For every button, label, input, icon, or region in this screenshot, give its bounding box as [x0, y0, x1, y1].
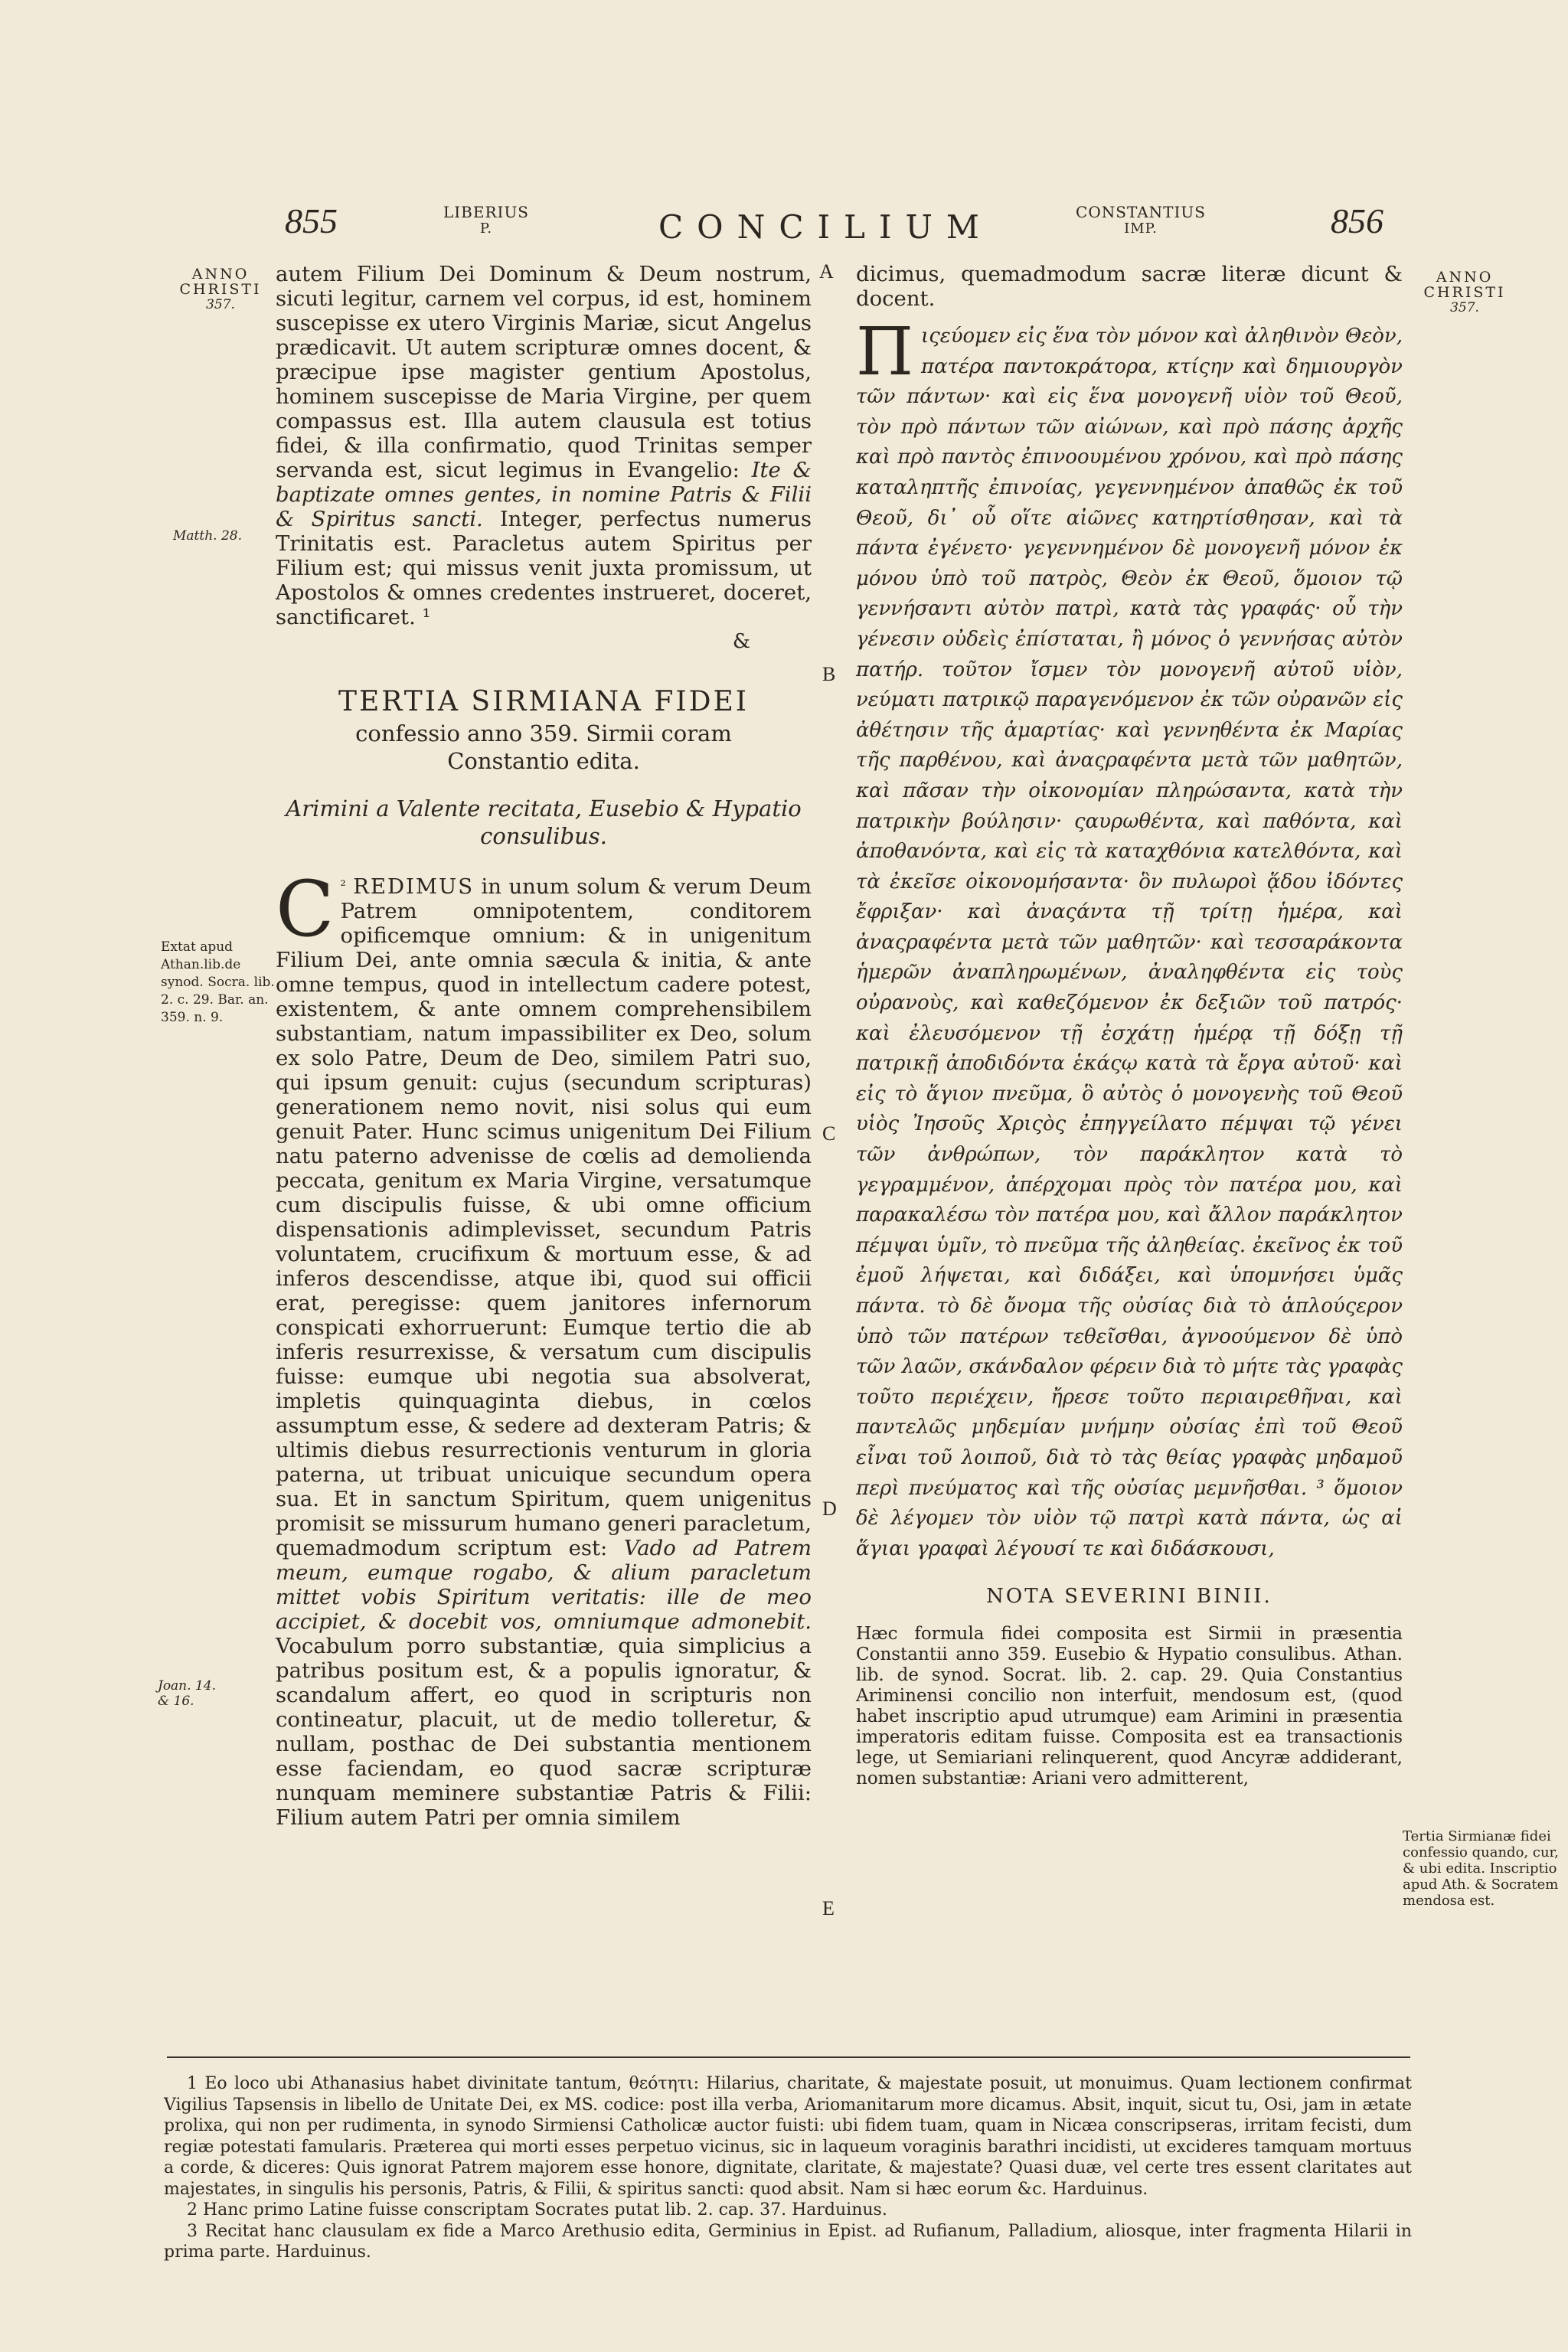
section-letter-c: C — [822, 1122, 836, 1145]
left-para-1-text: autem Filium Dei Dominum & Deum nostrum, sicuti legitur, carnem vel corpus, id est, hominem suscepisse ex utero Virginis Mariæ, sicut Angelus prædicavit. Ut autem scripturæ omnes docent, & præcipue ipse magister gentium Apostolus, hominem suscepisse de Maria Virgine, per quem compassus est. Illa autem clausula est totius fidei, & illa confirmatio, quod Trinitas semper servanda est, sicut legimus in Evangelio: — [276, 262, 812, 482]
left-para-1-end: Integer, perfectus numerus Trinitatis est. Paracletus autem Spiritus per Filium est; qui missus venit juxta promissum, ut Apostolos & omnes credentes instrueret, doceret, sanctificaret. ¹ — [276, 507, 812, 629]
running-name-right-sub: IMP. — [1124, 220, 1158, 237]
anno-left-label: ANNO CHRISTI — [179, 266, 262, 298]
running-name-right-text: CONSTANTIUS — [1076, 203, 1206, 221]
footnote-2: 2 Hanc primo Latine fuisse conscriptam Socrates putat lib. 2. cap. 37. Harduinus. — [187, 2200, 887, 2220]
left-para-2-end: Vocabulum porro substantiæ, quia simplicius a patribus positum est, & a populis ignoratur, & scandalum affert, eo quod in scripturis non contineatur, placuit, ut de medio tolleretur, & nullam, posthac de Dei substantia mentionem esse faciendam, eo quod sacræ scripturæ nunquam meminere substantiæ Patris & Filii: Filium autem Patri per omnia similem — [276, 1634, 812, 1830]
greek-text-body: ιςεύομεν εἰς ἕνα τὸν μόνον καὶ ἀληθινὸν Θεὸν, πατέρα παντοκράτορα, κτίςην καὶ δημιουργὸν τῶν πάντων· καὶ εἰς ἕνα μονογενῆ υἱὸν τοῦ Θεοῦ, τὸν πρὸ πάντων τῶν αἰώνων, καὶ πρὸ πάσης ἀρχῆς καὶ πρὸ παντὸς ἐπινοουμένου χρόνου, καὶ πρὸ πάσης καταληπτῆς ἐπινοίας, γεγεννημένον ἀπαθῶς ἐκ τοῦ Θεοῦ, δι᾽ οὗ οἵτε αἰῶνες κατηρτίσθησαν, καὶ τὰ πάντα ἐγένετο· γεγεννημένον δὲ μονογενῆ μόνον ἐκ μόνου ὑπὸ τοῦ πατρὸς, Θεὸν ἐκ Θεοῦ, ὅμοιον τῷ γεννήσαντι αὐτὸν πατρὶ, κατὰ τὰς γραφάς· οὗ τὴν γένεσιν οὐδεὶς ἐπίσταται, ἢ μόνος ὁ γεννήσας αὐτὸν πατήρ. τοῦτον ἴσμεν τὸν μονογενῆ αὐτοῦ υἱὸν, νεύματι πατρικῷ παραγενόμενον ἐκ τῶν οὐρανῶν εἰς ἀθέτησιν τῆς ἁμαρτίας· καὶ γεννηθέντα ἐκ Μαρίας τῆς παρθένου, καὶ ἀναςραφέντα μετὰ τῶν μαθητῶν, καὶ πᾶσαν τὴν οἰκονομίαν πληρώσαντα, κατὰ τὴν πατρικὴν βούλησιν· ςαυρωθέντα, καὶ παθόντα, καὶ ἀποθανόντα, καὶ εἰς τὰ καταχθόνια κατελθόντα, καὶ τὰ ἐκεῖσε οἰκονομήσαντα· ὃν πυλωροὶ ᾅδου ἰδόντες ἔφριξαν· καὶ ἀναςάντα τῇ τρίτῃ ἡμέρα, καὶ ἀναςραφέντα μετὰ τῶν μαθητῶν· καὶ τεσσαράκοντα ἡμερῶν ἀναπληρωμένων, ἀναληφθέντα εἰς τοὺς οὐρανοὺς, καὶ καθεζόμενον ἐκ δεξιῶν τοῦ πατρός· καὶ ἐλευσόμενον τῇ ἐσχάτῃ ἡμέρᾳ τῇ δόξῃ τῇ πατρικῇ ἀποδιδόντα ἑκάςῳ κατὰ τὰ ἔργα αὐτοῦ· καὶ εἰς τὸ ἅγιον πνεῦμα, ὃ αὐτὸς ὁ μονογενὴς τοῦ Θεοῦ υἱὸς Ἰησοῦς Χριςὸς ἐπηγγείλατο πέμψαι τῷ γένει τῶν ἀνθρώπων, τὸν παράκλητον κατὰ τὸ γεγραμμένον, ἀπέρχομαι πρὸς τὸν πατέρα μου, καὶ παρακαλέσω τὸν πατέρα μου, καὶ ἄλλον παράκλητον πέμψαι ὑμῖν, τὸ πνεῦμα τῆς ἀληθείας. ἐκεῖνος ἐκ τοῦ ἐμοῦ λήψεται, καὶ διδάξει, καὶ ὑπομνήσει ὑμᾶς πάντα. τὸ δὲ ὄνομα τῆς οὐσίας διὰ τὸ ἁπλούςερον ὑπὸ τῶν πατέρων τεθεῖσθαι, ἀγνοούμενον δὲ ὑπὸ τῶν λαῶν, σκάνδαλον φέρειν διὰ τὸ μήτε τὰς γραφὰς τοῦτο περιέχειν, ἤρεσε τοῦτο περιαιρεθῆναι, καὶ παντελῶς μηδεμίαν μνήμην οὐσίας ἐπὶ τοῦ Θεοῦ εἶναι τοῦ λοιποῦ, διὰ τὸ τὰς θείας γραφὰς μηδαμοῦ περὶ πνεύματος καὶ τῆς οὐσίας μεμνῆσθαι. ³ ὅμοιον δὲ λέγομεν τὸν υἱὸν τῷ πατρὶ κατὰ πάντα, ὡς αἱ ἅγιαι γραφαὶ λέγουσί τε καὶ διδάσκουσι, — [856, 325, 1403, 1560]
footnote-mark-2: ² — [340, 878, 346, 894]
margin-anno-left — [167, 266, 274, 312]
running-name-left — [429, 204, 544, 237]
running-name-right — [1049, 204, 1233, 237]
running-title: CONCILIUM — [658, 208, 993, 246]
heading-subtitle-1: confessio anno 359. Sirmii coram — [355, 720, 732, 746]
section-letter-b: B — [822, 663, 836, 685]
right-para-0: dicimus, quemadmodum sacræ literæ dicunt & docent. — [856, 262, 1403, 311]
anno-left-year: 357. — [206, 297, 235, 312]
margin-note-extat: Extat apud Athan.lib.de synod. Socra. lib. 2. c. 29. Bar. an. 359. n. 9. — [161, 939, 275, 1025]
anno-right-year: 357. — [1450, 300, 1479, 315]
drop-cap-pi: Π — [856, 314, 913, 390]
section-mark: & — [732, 630, 750, 653]
page-number-left: 855 — [285, 201, 338, 240]
heading-subtitle-2: Constantio edita. — [447, 748, 640, 774]
running-name-left-sub: P. — [479, 220, 493, 237]
left-para-2 — [276, 864, 812, 1830]
section-letter-d: D — [822, 1498, 837, 1520]
right-column — [856, 262, 1403, 1789]
running-name-left-text: LIBERIUS — [443, 203, 529, 221]
footnote-3: 3 Recitat hanc clausulam ex fide a Marco Arethusio edita, Germinius in Epist. ad Rufianum, Palladium, aliosque, inter fragmenta Hilarii in prima parte. Harduinus. — [164, 2221, 1412, 2262]
left-para-1-italic: Ite & baptizate omnes gentes, in nomine Patris & Filii & Spiritus sancti. — [276, 458, 812, 531]
greek-text — [856, 314, 1403, 1564]
page-number-right: 856 — [1331, 201, 1383, 240]
margin-anno-right — [1415, 270, 1514, 315]
left-column — [276, 262, 812, 1830]
section-letter-e: E — [822, 1897, 835, 1919]
nota-body: Hæc formula fidei composita est Sirmii in præsentia Constantii anno 359. Eusebio & Hypatio consulibus. Athan. lib. de synod. Socrat. lib. 2. cap. 29. Quia Constantius Ariminensi concilio non interfuit, mendosum est, (quod habet inscriptio apud utrumque) eam Arimini in præsentia imperatoris editam fuisse. Composita est ea transactionis lege, ut Semiariani relinquerent, quod Ancyræ addiderant, nomen substantiæ: Ariani vero admitterent, — [856, 1624, 1403, 1789]
footnotes — [164, 2073, 1412, 2263]
margin-note-tertia: Tertia Sirmianæ fidei confessio quando, cur, & ubi edita. Inscriptio apud Ath. & Socratem mendosa est. — [1403, 1828, 1559, 1909]
margin-note-matth: Matth. 28. — [173, 528, 242, 544]
footnote-divider — [167, 2056, 1410, 2058]
drop-cap-c: C — [276, 864, 335, 954]
margin-note-joan: Joan. 14. & 16. — [158, 1678, 216, 1709]
anno-right-label: ANNO CHRISTI — [1423, 269, 1506, 301]
left-para-2-italic: Vado ad Patrem meum, eumque rogabo, & alium paracletum mittet vobis Spiritum veritatis: ille de meo accipiet, & docebit vos, omniumque admonebit. — [276, 1536, 812, 1634]
section-letter-a: A — [819, 260, 834, 283]
footnote-1: 1 Eo loco ubi Athanasius habet divinitate tantum, θεότητι: Hilarius, charitate, & majestate posuit, ut monuimus. Quam lectionem confirmat Vigilius Tapsensis in libello de Unitate Dei, ex MS. codice: post illa verba, Ariomanitarum more dicamus. Absit, inquit, sicut tu, Osi, jam in ætate prolixa, qui non per rudimenta, in synodo Sirmiensi Catholicæ auctor fuisti: ubi fidem tuam, quam in Nicæa conscripseras, irritam fecisti, dum regiæ potestati famularis. Præterea qui morti esses perpetuo vicinus, sic in laqueum voraginis barathri incidisti, ut excideres tamquam mortuus a corde, & diceres: Quis ignorat Patrem majorem esse honore, dignitate, claritate, & majestate? Quasi duæ, vel certe tres essent claritates aut majestates, in singulis his personis, Patris, & Filii, & spiritus sancti: quod absit. Nam si hæc eorum &c. Harduinus. — [164, 2074, 1412, 2199]
left-para-2-text: in unum solum & verum Deum Patrem omnipotentem, conditorem opificemque omnium: & in unigenitum Filium Dei, ante omnia sæcula & initia, & ante omne tempus, quod in intellectum cadere potest, existentem, & ante omnem comprehensibilem substantiam, natum impassibiliter ex Deo, solum ex solo Patre, Deum de Deo, similem Patri suo, qui ipsum genuit: cujus (secundum scripturas) generationem nemo novit, nisi solus qui eum genuit Pater. Hunc scimus unigenitum Dei Filium natu paterno advenisse de cœlis ad demolienda peccata, genitum ex Maria Virgine, versatumque cum discipulis fuisse, & ubi omne officium dispensationis adimplevisset, secundum Patris voluntatem, crucifixum & mortuum esse, & ad inferos descendisse, atque ibi, quod sui officii erat, peregisse: quem janitores infernorum conspicati exhorruerunt: Eumque tertio die ab inferis resurrexisse, & versatum cum discipulis fuisse: eumque ubi negotia sua absolverat, impletis quinquaginta diebus, in cœlos assumptum esse, & sedere ad dexteram Patris; & ultimis diebus resurrectionis venturum in gloria paterna, ut tribuat unicuique secundum opera sua. Et in sanctum Spiritum, quem unigenitus promisit se missurum humano generi paracletum, quemadmodum scriptum est: — [276, 874, 812, 1560]
section-heading — [276, 684, 812, 850]
left-para-2-start: REDIMUS — [353, 874, 475, 899]
heading-subtitle-3: Arimini a Valente recitata, Eusebio & Hypatio consulibus. — [286, 795, 802, 849]
heading-title: TERTIA SIRMIANA FIDEI — [338, 686, 749, 717]
left-para-1 — [276, 262, 812, 629]
nota-title: NOTA SEVERINI BINII. — [986, 1585, 1272, 1609]
